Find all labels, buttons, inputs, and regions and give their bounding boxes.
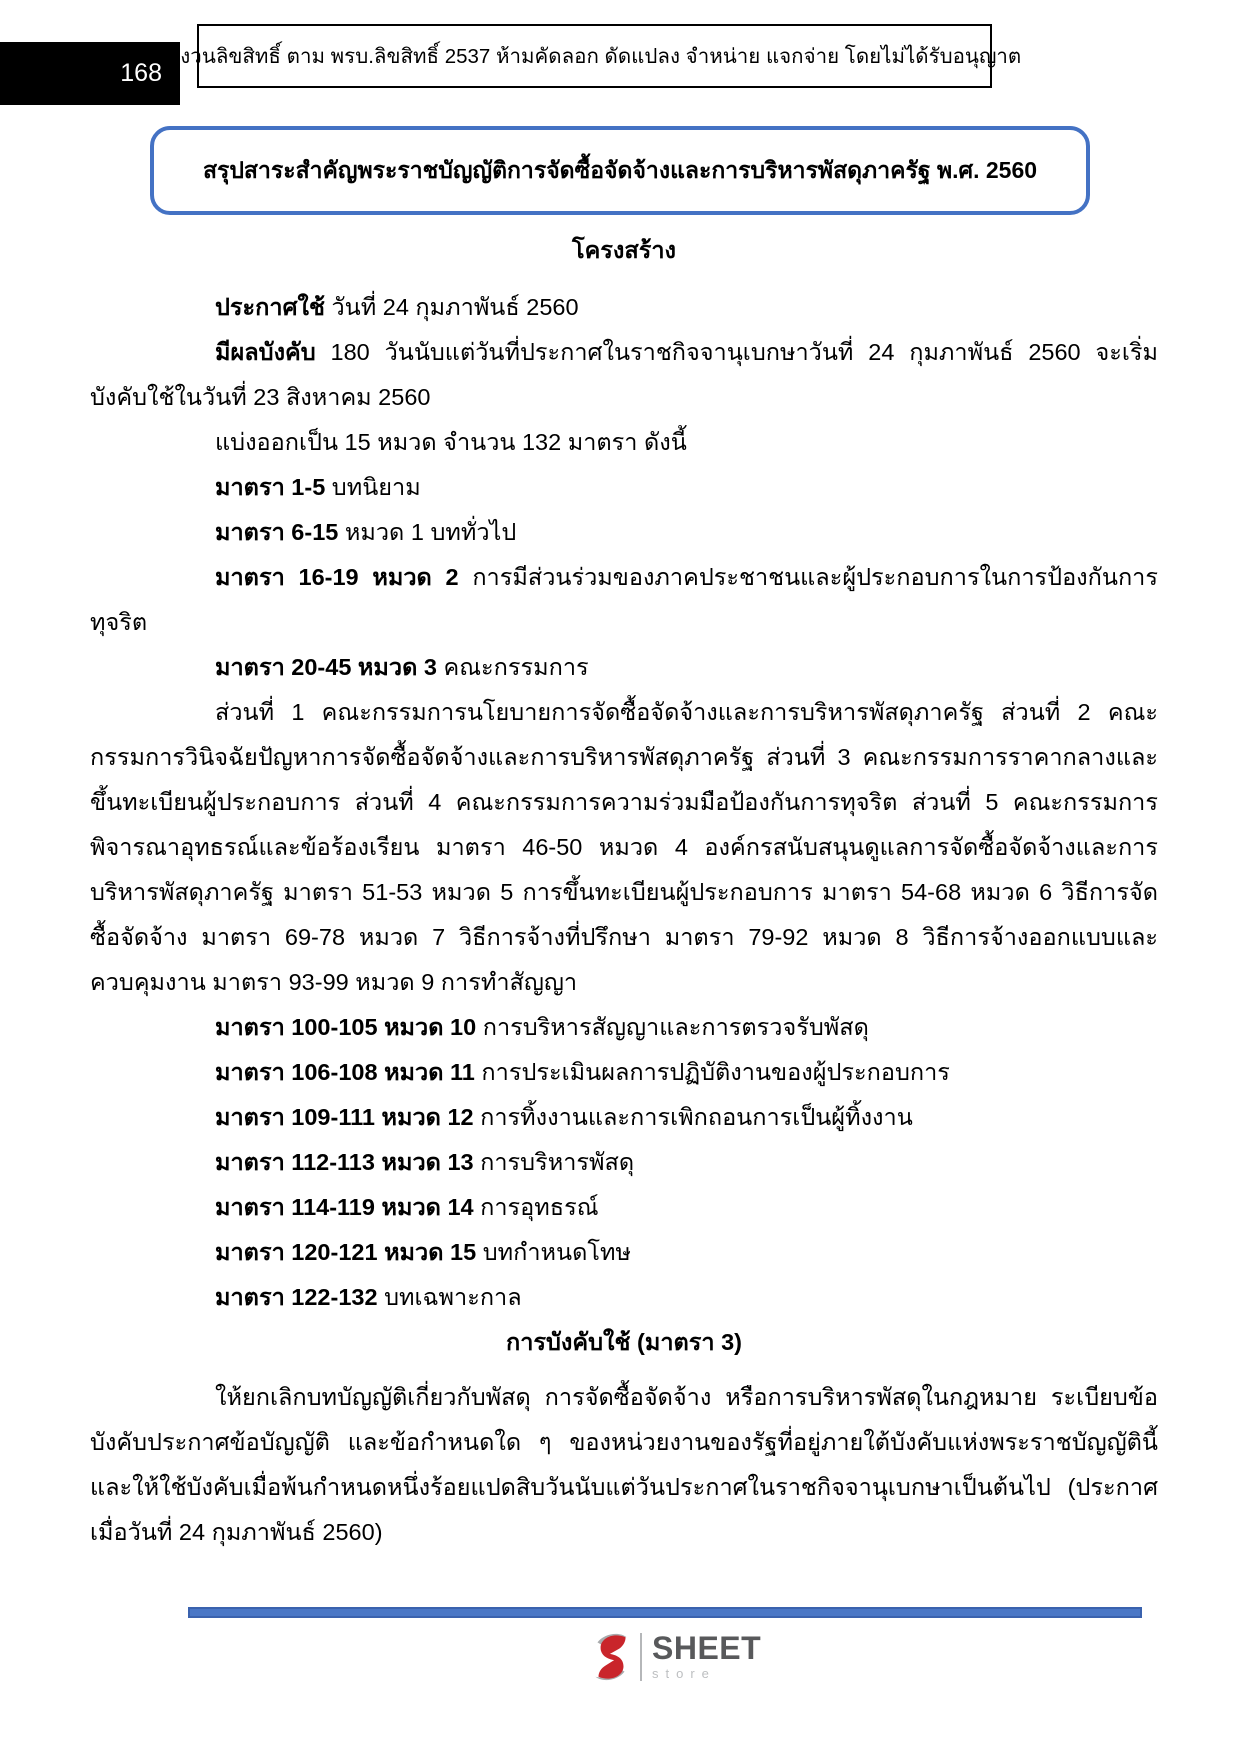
- paragraph-text: 180 วันนับแต่วันที่ประกาศในราชกิจจานุเบกษาวันที่ 24 กุมภาพันธ์ 2560 จะเริ่มบังคับใช้ในวันที่ 23 สิงหาคม 2560: [90, 339, 1158, 410]
- section-heading-enforcement: การบังคับใช้ (มาตรา 3): [505, 1329, 743, 1355]
- body-paragraph: [90, 555, 1158, 645]
- section-heading-structure: โครงสร้าง: [571, 237, 677, 263]
- logo-divider: [640, 1633, 642, 1681]
- paragraph-text: ให้ยกเลิกบทบัญญัติเกี่ยวกับพัสดุ การจัดซื้อจัดจ้าง หรือการบริหารพัสดุในกฎหมาย ระเบียบข้อบังคับประกาศข้อบัญญัติ และข้อกำหนดใด ๆ ของหน่วยงานของรัฐที่อยู่ภายใต้บังคับแห่งพระราชบัญญัตินี้ และให้ใช้บังคับเมื่อพ้นกำหนดหนึ่งร้อยแปดสิบวันนับแต่วันประกาศในราชกิจจานุเบกษาเป็นต้นไป (ประกาศ เมื่อวันที่ 24 กุมภาพันธ์ 2560): [90, 1384, 1158, 1545]
- paragraph-lead: มาตรา 6-15: [215, 519, 339, 545]
- body-paragraph: [90, 420, 1158, 465]
- paragraph-lead: มาตรา 122-132: [215, 1284, 378, 1310]
- body-paragraph: [90, 330, 1158, 420]
- body-paragraph: [90, 1230, 1158, 1275]
- paragraph-lead: มาตรา 114-119 หมวด 14: [215, 1194, 474, 1220]
- footer-divider-bar: [188, 1607, 1142, 1618]
- paragraph-lead: มาตรา 16-19 หมวด 2: [215, 564, 459, 590]
- paragraph-text: แบ่งออกเป็น 15 หมวด จำนวน 132 มาตรา ดังนี้: [215, 429, 687, 455]
- logo-subname: store: [652, 1666, 716, 1681]
- paragraph-lead: มีผลบังคับ: [215, 339, 316, 365]
- sheet-store-logo: [590, 1632, 761, 1682]
- paragraph-lead: มาตรา 20-45 หมวด 3: [215, 654, 437, 680]
- logo-name: SHEET: [652, 1630, 762, 1666]
- paragraph-text: การมีส่วนร่วมของภาคประชาชนและผู้ประกอบการในการป้องกันการทุจริต: [90, 564, 1158, 635]
- logo-s-icon: [590, 1632, 632, 1682]
- page-number: 168: [120, 59, 162, 87]
- body-paragraph: [90, 645, 1158, 690]
- copyright-notice-box: [167, 24, 1022, 88]
- body-paragraph: [90, 1005, 1158, 1050]
- document-body: [90, 228, 1158, 1555]
- body-paragraph: [90, 1275, 1158, 1320]
- body-paragraph: [90, 510, 1158, 555]
- paragraph-text: บทกำหนดโทษ: [476, 1239, 631, 1265]
- document-title-box: [150, 126, 1090, 215]
- paragraph-text: การทิ้งงานและการเพิกถอนการเป็นผู้ทิ้งงาน: [473, 1104, 913, 1130]
- logo-text: [652, 1630, 762, 1681]
- document-title: สรุปสาระสำคัญพระราชบัญญัติการจัดซื้อจัดจ้างและการบริหารพัสดุภาครัฐ พ.ศ. 2560: [202, 156, 1038, 183]
- enforcement-paragraph: [90, 1375, 1158, 1555]
- paragraph-lead: มาตรา 112-113 หมวด 13: [215, 1149, 474, 1175]
- paragraph-text: การบริหารสัญญาและการตรวจรับพัสดุ: [476, 1014, 869, 1040]
- body-paragraph: [90, 285, 1158, 330]
- paragraph-text: บทนิยาม: [325, 474, 421, 500]
- paragraph-text: คณะกรรมการ: [436, 654, 589, 680]
- paragraph-lead: มาตรา 100-105 หมวด 10: [215, 1014, 477, 1040]
- body-paragraph: [90, 1095, 1158, 1140]
- body-paragraph: [90, 465, 1158, 510]
- body-paragraph: [90, 1185, 1158, 1230]
- paragraph-lead: ประกาศใช้: [215, 294, 325, 320]
- body-paragraph: [90, 1050, 1158, 1095]
- paragraph-lead: มาตรา 1-5: [215, 474, 326, 500]
- paragraph-text: หมวด 1 บททั่วไป: [338, 519, 517, 545]
- paragraph-text: ส่วนที่ 1 คณะกรรมการนโยบายการจัดซื้อจัดจ้างและการบริหารพัสดุภาครัฐ ส่วนที่ 2 คณะกรรมการวินิจฉัยปัญหาการจัดซื้อจัดจ้างและการบริหารพัสดุภาครัฐ ส่วนที่ 3 คณะกรรมการราคากลางและขึ้นทะเบียนผู้ประกอบการ ส่วนที่ 4 คณะกรรมการความร่วมมือป้องกันการทุจริต ส่วนที่ 5 คณะกรรมการพิจารณาอุทธรณ์และข้อร้องเรียน มาตรา 46-50 หมวด 4 องค์กรสนับสนุนดูแลการจัดซื้อจัดจ้างและการบริหารพัสดุภาครัฐ มาตรา 51-53 หมวด 5 การขึ้นทะเบียนผู้ประกอบการ มาตรา 54-68 หมวด 6 วิธีการจัดซื้อจัดจ้าง มาตรา 69-78 หมวด 7 วิธีการจ้างที่ปรึกษา มาตรา 79-92 หมวด 8 วิธีการจ้างออกแบบและควบคุมงาน มาตรา 93-99 หมวด 9 การทำสัญญา: [90, 699, 1158, 995]
- paragraph-text: การประเมินผลการปฏิบัติงานของผู้ประกอบการ: [474, 1059, 950, 1085]
- paragraph-lead: มาตรา 120-121 หมวด 15: [215, 1239, 477, 1265]
- paragraph-text: การบริหารพัสดุ: [473, 1149, 635, 1175]
- body-paragraph: [90, 1140, 1158, 1185]
- paragraph-text: วันที่ 24 กุมภาพันธ์ 2560: [324, 294, 579, 320]
- paragraph-lead: มาตรา 106-108 หมวด 11: [215, 1059, 475, 1085]
- paragraph-lead: มาตรา 109-111 หมวด 12: [215, 1104, 474, 1130]
- body-paragraph: [90, 690, 1158, 1005]
- paragraph-text: การอุทธรณ์: [473, 1194, 599, 1220]
- copyright-text: สงวนลิขสิทธิ์ ตาม พรบ.ลิขสิทธิ์ 2537 ห้ามคัดลอก ดัดแปลง จำหน่าย แจกจ่าย โดยไม่ได้รับอนุญาต: [167, 44, 1022, 68]
- paragraph-text: บทเฉพาะกาล: [377, 1284, 522, 1310]
- page-number-badge: [0, 42, 180, 105]
